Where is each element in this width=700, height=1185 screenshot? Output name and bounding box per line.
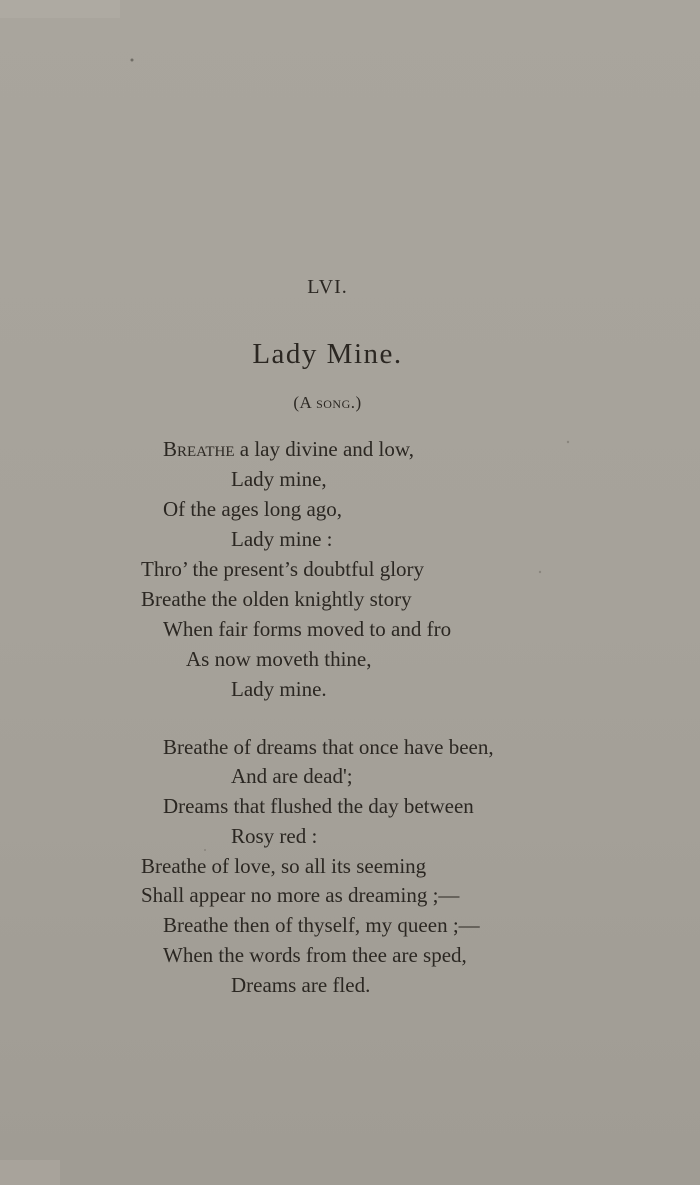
drop-word: Breathe xyxy=(163,437,235,461)
poem-title: Lady Mine. xyxy=(252,338,403,370)
poem-line: Of the ages long ago, xyxy=(163,497,343,521)
poem-line: And are dead'; xyxy=(231,764,353,788)
poem-line: Breathe of love, so all its seeming xyxy=(141,854,427,878)
poem-number: LVI. xyxy=(307,276,348,298)
poem-line: When fair forms moved to and fro xyxy=(163,617,452,641)
poem-line: Lady mine, xyxy=(231,467,327,491)
poem-line: Breathe then of thyself, my queen ;— xyxy=(163,913,480,937)
poem-line: Shall appear no more as dreaming ;— xyxy=(141,883,460,907)
poem-line: Dreams are fled. xyxy=(231,973,371,997)
poem-line: Thro’ the present’s doubtful glory xyxy=(141,557,425,581)
poem-line: Lady mine : xyxy=(231,527,333,551)
poem-line: Lady mine. xyxy=(231,677,327,701)
poem-line: When the words from thee are sped, xyxy=(163,943,467,967)
poem-line: Rosy red : xyxy=(231,824,318,848)
poem-line: Dreams that flushed the day between xyxy=(163,794,474,818)
poem-subtitle-text: (A song.) xyxy=(293,393,362,412)
poem-line: As now moveth thine, xyxy=(186,647,372,671)
poem-line: Breathe the olden knightly story xyxy=(141,587,412,611)
poem-subtitle xyxy=(0,393,655,413)
poem-line: Breathe of dreams that once have been, xyxy=(163,735,494,759)
line-rest: a lay divine and low, xyxy=(234,437,414,461)
poem-line xyxy=(163,435,414,463)
